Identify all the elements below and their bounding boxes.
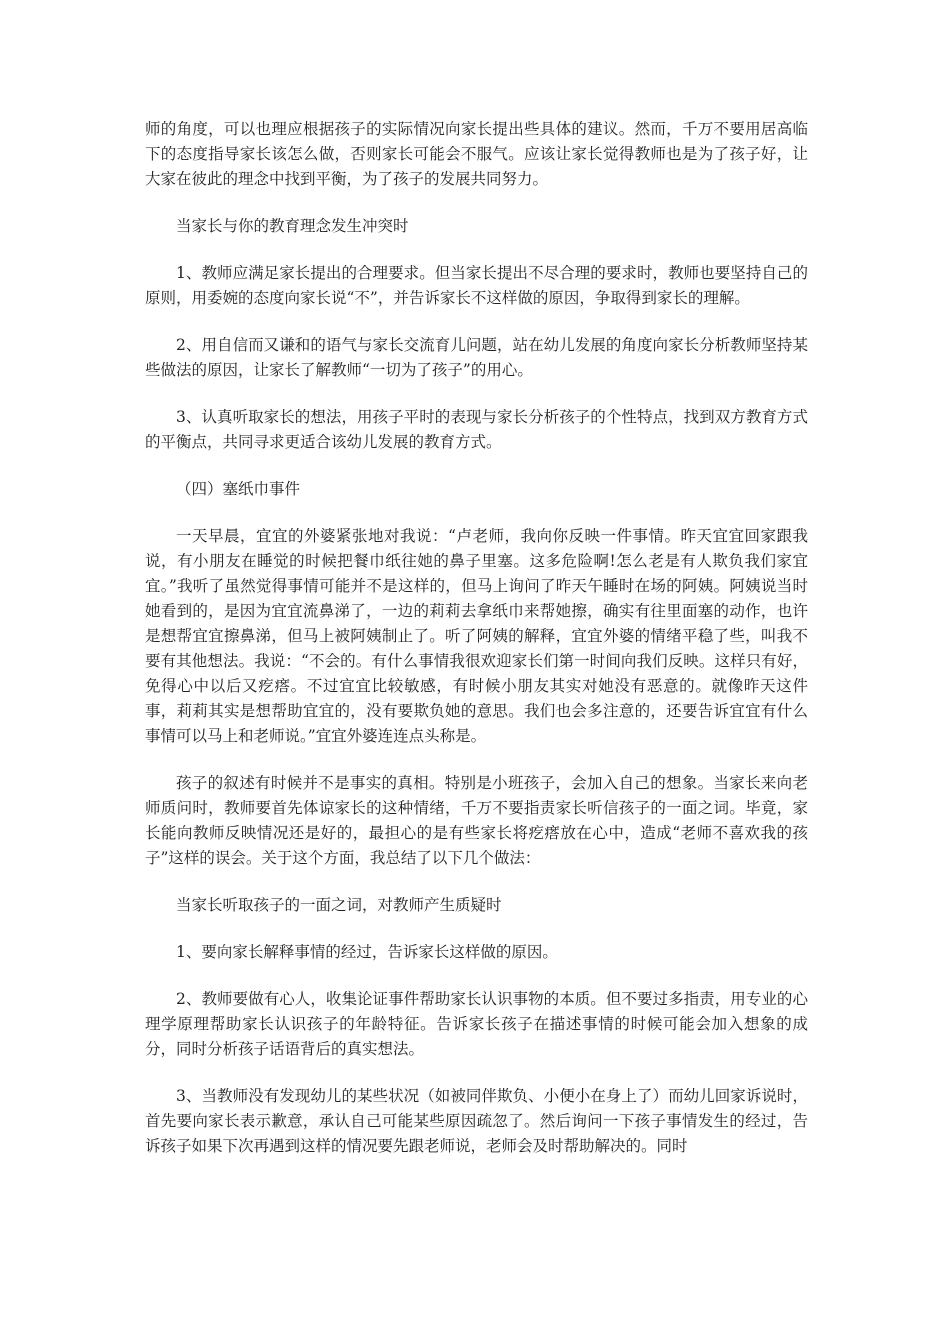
paragraph-conflict-2: 2、用自信而又谦和的语气与家长交流育儿问题，站在幼儿发展的角度向家长分析教师坚持某些做法的原因，让家长了解教师“一切为了孩子”的用心。 <box>145 336 808 379</box>
section-heading-tissue-event: （四）塞纸巾事件 <box>176 480 301 498</box>
section-heading-conflict: 当家长与你的教育理念发生冲突时 <box>176 217 409 235</box>
document-page <box>145 117 808 1181</box>
paragraph-intro: 师的角度，可以也理应根据孩子的实际情况向家长提出些具体的建议。然而，千万不要用居高临下的态度指导家长该怎么做，否则家长可能会不服气。应该让家长觉得教师也是为了孩子好，让大家在彼此的理念中找到平衡，为了孩子的发展共同努力。 <box>145 120 808 188</box>
paragraph-child-narration: 孩子的叙述有时候并不是事实的真相。特别是小班孩子，会加入自己的想象。当家长来向老师质问时，教师要首先体谅家长的这种情绪，千万不要指责家长听信孩子的一面之词。毕竟，家长能向教师反映情况还是好的，最担心的是有些家长将疙瘩放在心中，造成“老师不喜欢我的孩子”这样的误会。关于这个方面，我总结了以下几个做法： <box>145 774 808 867</box>
paragraph-tissue-story: 一天早晨，宜宜的外婆紧张地对我说：“卢老师，我向你反映一件事情。昨天宜宜回家跟我说，有小朋友在睡觉的时候把餐巾纸往她的鼻子里塞。这多危险啊!怎么老是有人欺负我们家宜宜。”我听了虽然觉得事情可能并不是这样的，但马上询问了昨天午睡时在场的阿姨。阿姨说当时她看到的，是因为宜宜流鼻涕了，一边的莉莉去拿纸巾来帮她擦，确实有往里面塞的动作，也许是想帮宜宜擦鼻涕，但马上被阿姨制止了。听了阿姨的解释，宜宜外婆的情绪平稳了些，叫我不要有其他想法。我说：“不会的。有什么事情我很欢迎家长们第一时间向我们反映。这样只有好，免得心中以后又疙瘩。不过宜宜比较敏感，有时候小朋友其实对她没有恶意的。就像昨天这件事，莉莉其实是想帮助宜宜的，没有要欺负她的意思。我们也会多注意的，还要告诉宜宜有什么事情可以马上和老师说。”宜宜外婆连连点头称是。 <box>145 527 808 745</box>
paragraph-doubt-1: 1、要向家长解释事情的经过，告诉家长这样做的原因。 <box>176 943 558 961</box>
paragraph-doubt-3: 3、当教师没有发现幼儿的某些状况（如被同伴欺负、小便小在身上了）而幼儿回家诉说时，首先要向家长表示歉意，承认自己可能某些原因疏忽了。然后询问一下孩子事情发生的经过，告诉孩子如果下次再遇到这样的情况要先跟老师说，老师会及时帮助解决的。同时 <box>145 1087 808 1155</box>
paragraph-conflict-3: 3、认真听取家长的想法，用孩子平时的表现与家长分析孩子的个性特点，找到双方教育方式的平衡点，共同寻求更适合该幼儿发展的教育方式。 <box>145 408 808 451</box>
section-heading-doubt: 当家长听取孩子的一面之词，对教师产生质疑时 <box>176 896 502 914</box>
paragraph-conflict-1: 1、教师应满足家长提出的合理要求。但当家长提出不尽合理的要求时，教师也要坚持自己的原则，用委婉的态度向家长说“不”，并告诉家长不这样做的原因，争取得到家长的理解。 <box>145 264 808 307</box>
paragraph-doubt-2: 2、教师要做有心人，收集论证事件帮助家长认识事物的本质。但不要过多指责，用专业的心理学原理帮助家长认识孩子的年龄特征。告诉家长孩子在描述事情的时候可能会加入想象的成分，同时分析孩子话语背后的真实想法。 <box>145 990 808 1058</box>
